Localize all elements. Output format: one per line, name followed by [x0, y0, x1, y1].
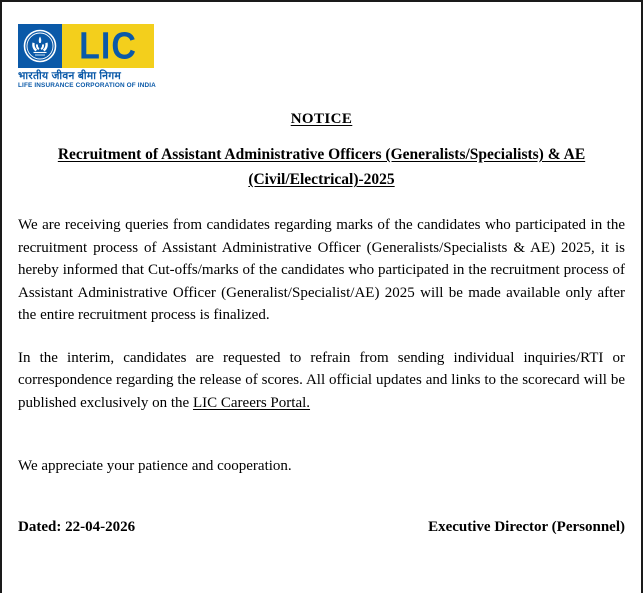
page-title — [18, 142, 625, 192]
notice-paragraph-1: We are receiving queries from candidates regarding marks of the candidates who participated in the recruitment process of Assistant Administrative Officer (Generalists/Specialists & AE) 2025, it is hereby informed that Cut-offs/marks of the candidates who participated in the recruitment process of Assistant Administrative Officer (Generalist/Specialist/AE) 2025 will be made available only after the entire recruitment process is finalized. — [18, 217, 625, 323]
lic-wordmark-box — [62, 24, 154, 68]
notice-date: Dated: 22-04-2026 — [18, 519, 136, 535]
footer — [18, 519, 625, 536]
lic-emblem-box — [18, 24, 62, 68]
logo-tagline-hindi: भारतीय जीवन बीमा निगम — [18, 70, 122, 82]
lic-logo — [18, 24, 154, 90]
logo-graphic-row — [18, 24, 154, 68]
page-title-line-2: (Civil/Electrical)-2025 — [248, 171, 395, 188]
closing-line: We appreciate your patience and cooperation. — [18, 458, 292, 474]
document-content — [2, 24, 641, 593]
signatory-designation: Executive Director (Personnel) — [428, 519, 625, 535]
notice-title: NOTICE — [290, 111, 353, 127]
lic-hands-lamp-emblem-icon — [22, 28, 58, 64]
lic-careers-portal-link[interactable]: LIC Careers Portal. — [192, 394, 311, 411]
logo-tagline-english: LIFE INSURANCE CORPORATION OF INDIA — [18, 82, 156, 89]
notice-paragraph-2 — [18, 347, 625, 415]
lic-wordmark-text: LIC — [79, 24, 137, 68]
page-title-line-1: Recruitment of Assistant Administrative Officers (Generalists/Specialists) & AE — [57, 146, 586, 163]
notice-paragraph-2-text: In the interim, candidates are requested to refrain from sending individual inquiries/RTI or correspondence regarding the release of scores. All official updates and links to the scorecard will be published exclusively on the — [18, 349, 625, 411]
